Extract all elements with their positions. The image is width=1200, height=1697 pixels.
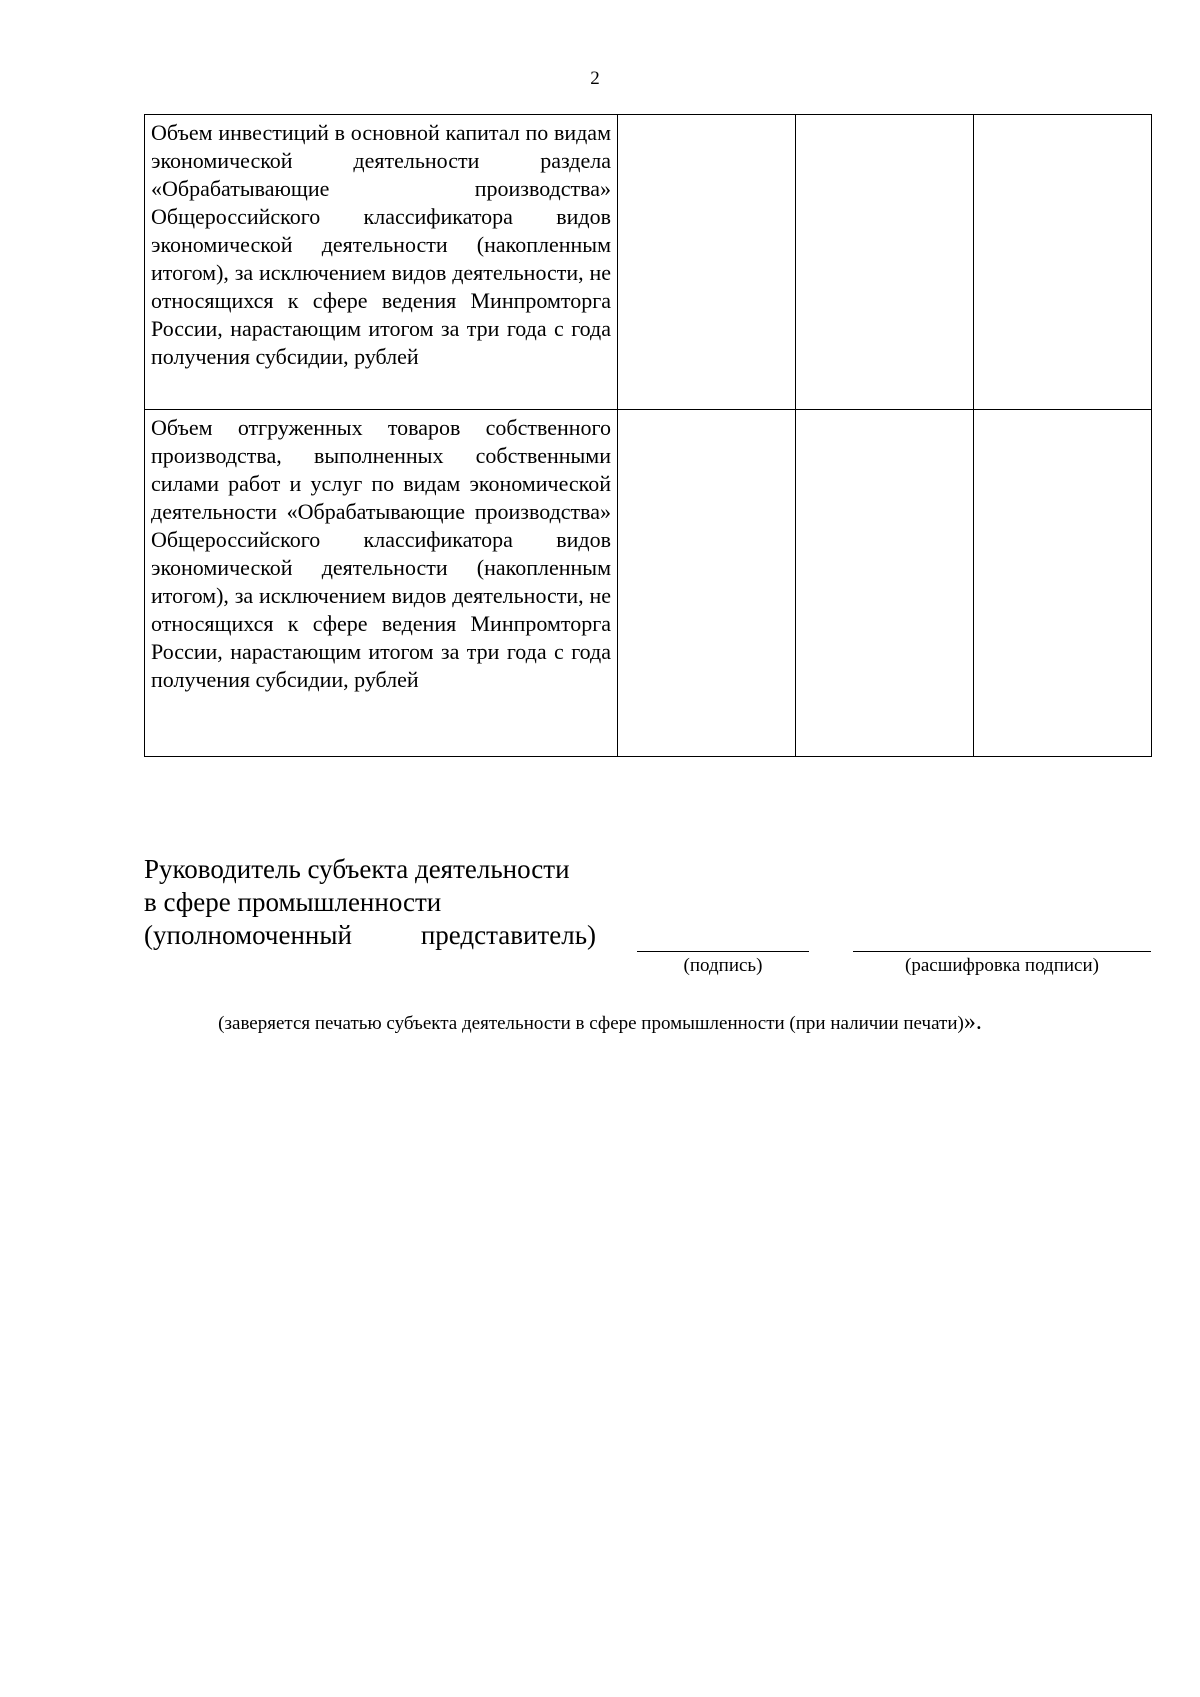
- signer-line: Руководитель субъекта деятельности: [144, 854, 570, 884]
- signature-line: [637, 951, 809, 952]
- value-cell: [796, 410, 974, 757]
- signer-line-part: представитель): [420, 920, 596, 950]
- value-cell: [618, 115, 796, 410]
- signature-decode-caption: (расшифровка подписи): [905, 955, 1099, 976]
- stamp-note-closing: ».: [963, 1009, 982, 1035]
- table-row: [145, 115, 1152, 410]
- indicator-description: Объем отгруженных товаров собственного производства, выполненных собственными силами работ и услуг по видам экономической деятельности «Обрабатывающие производства» Общероссийского классификатора видов экономической деятельности (накопленным итогом), за исключением видов деятельности, не относящихся к сфере ведения Минпромторга России, нарастающим итогом за три года с года получения субсидии, рублей: [145, 410, 618, 757]
- signer-line: [144, 919, 596, 952]
- value-cell: [974, 410, 1152, 757]
- indicator-description: Объем инвестиций в основной капитал по видам экономической деятельности раздела «Обрабатывающие производства» Общероссийского классификатора видов экономической деятельности (накопленным итогом), за исключением видов деятельности, не относящихся к сфере ведения Минпромторга России, нарастающим итогом за три года с года получения субсидии, рублей: [145, 115, 618, 410]
- table-row: [145, 410, 1152, 757]
- signer-title: [144, 853, 596, 952]
- signer-line-part: (уполномоченный: [144, 920, 352, 950]
- stamp-note-text: (заверяется печатью субъекта деятельности в сфере промышленности (при наличии печати): [218, 1013, 964, 1034]
- value-cell: [618, 410, 796, 757]
- signature-caption: (подпись): [683, 955, 763, 976]
- page-number: 2: [590, 68, 600, 89]
- value-cell: [796, 115, 974, 410]
- indicators-table: [144, 114, 1152, 757]
- signature-decode-line: [853, 951, 1151, 952]
- stamp-note: [0, 1009, 1200, 1036]
- signer-line: в сфере промышленности: [144, 887, 442, 917]
- value-cell: [974, 115, 1152, 410]
